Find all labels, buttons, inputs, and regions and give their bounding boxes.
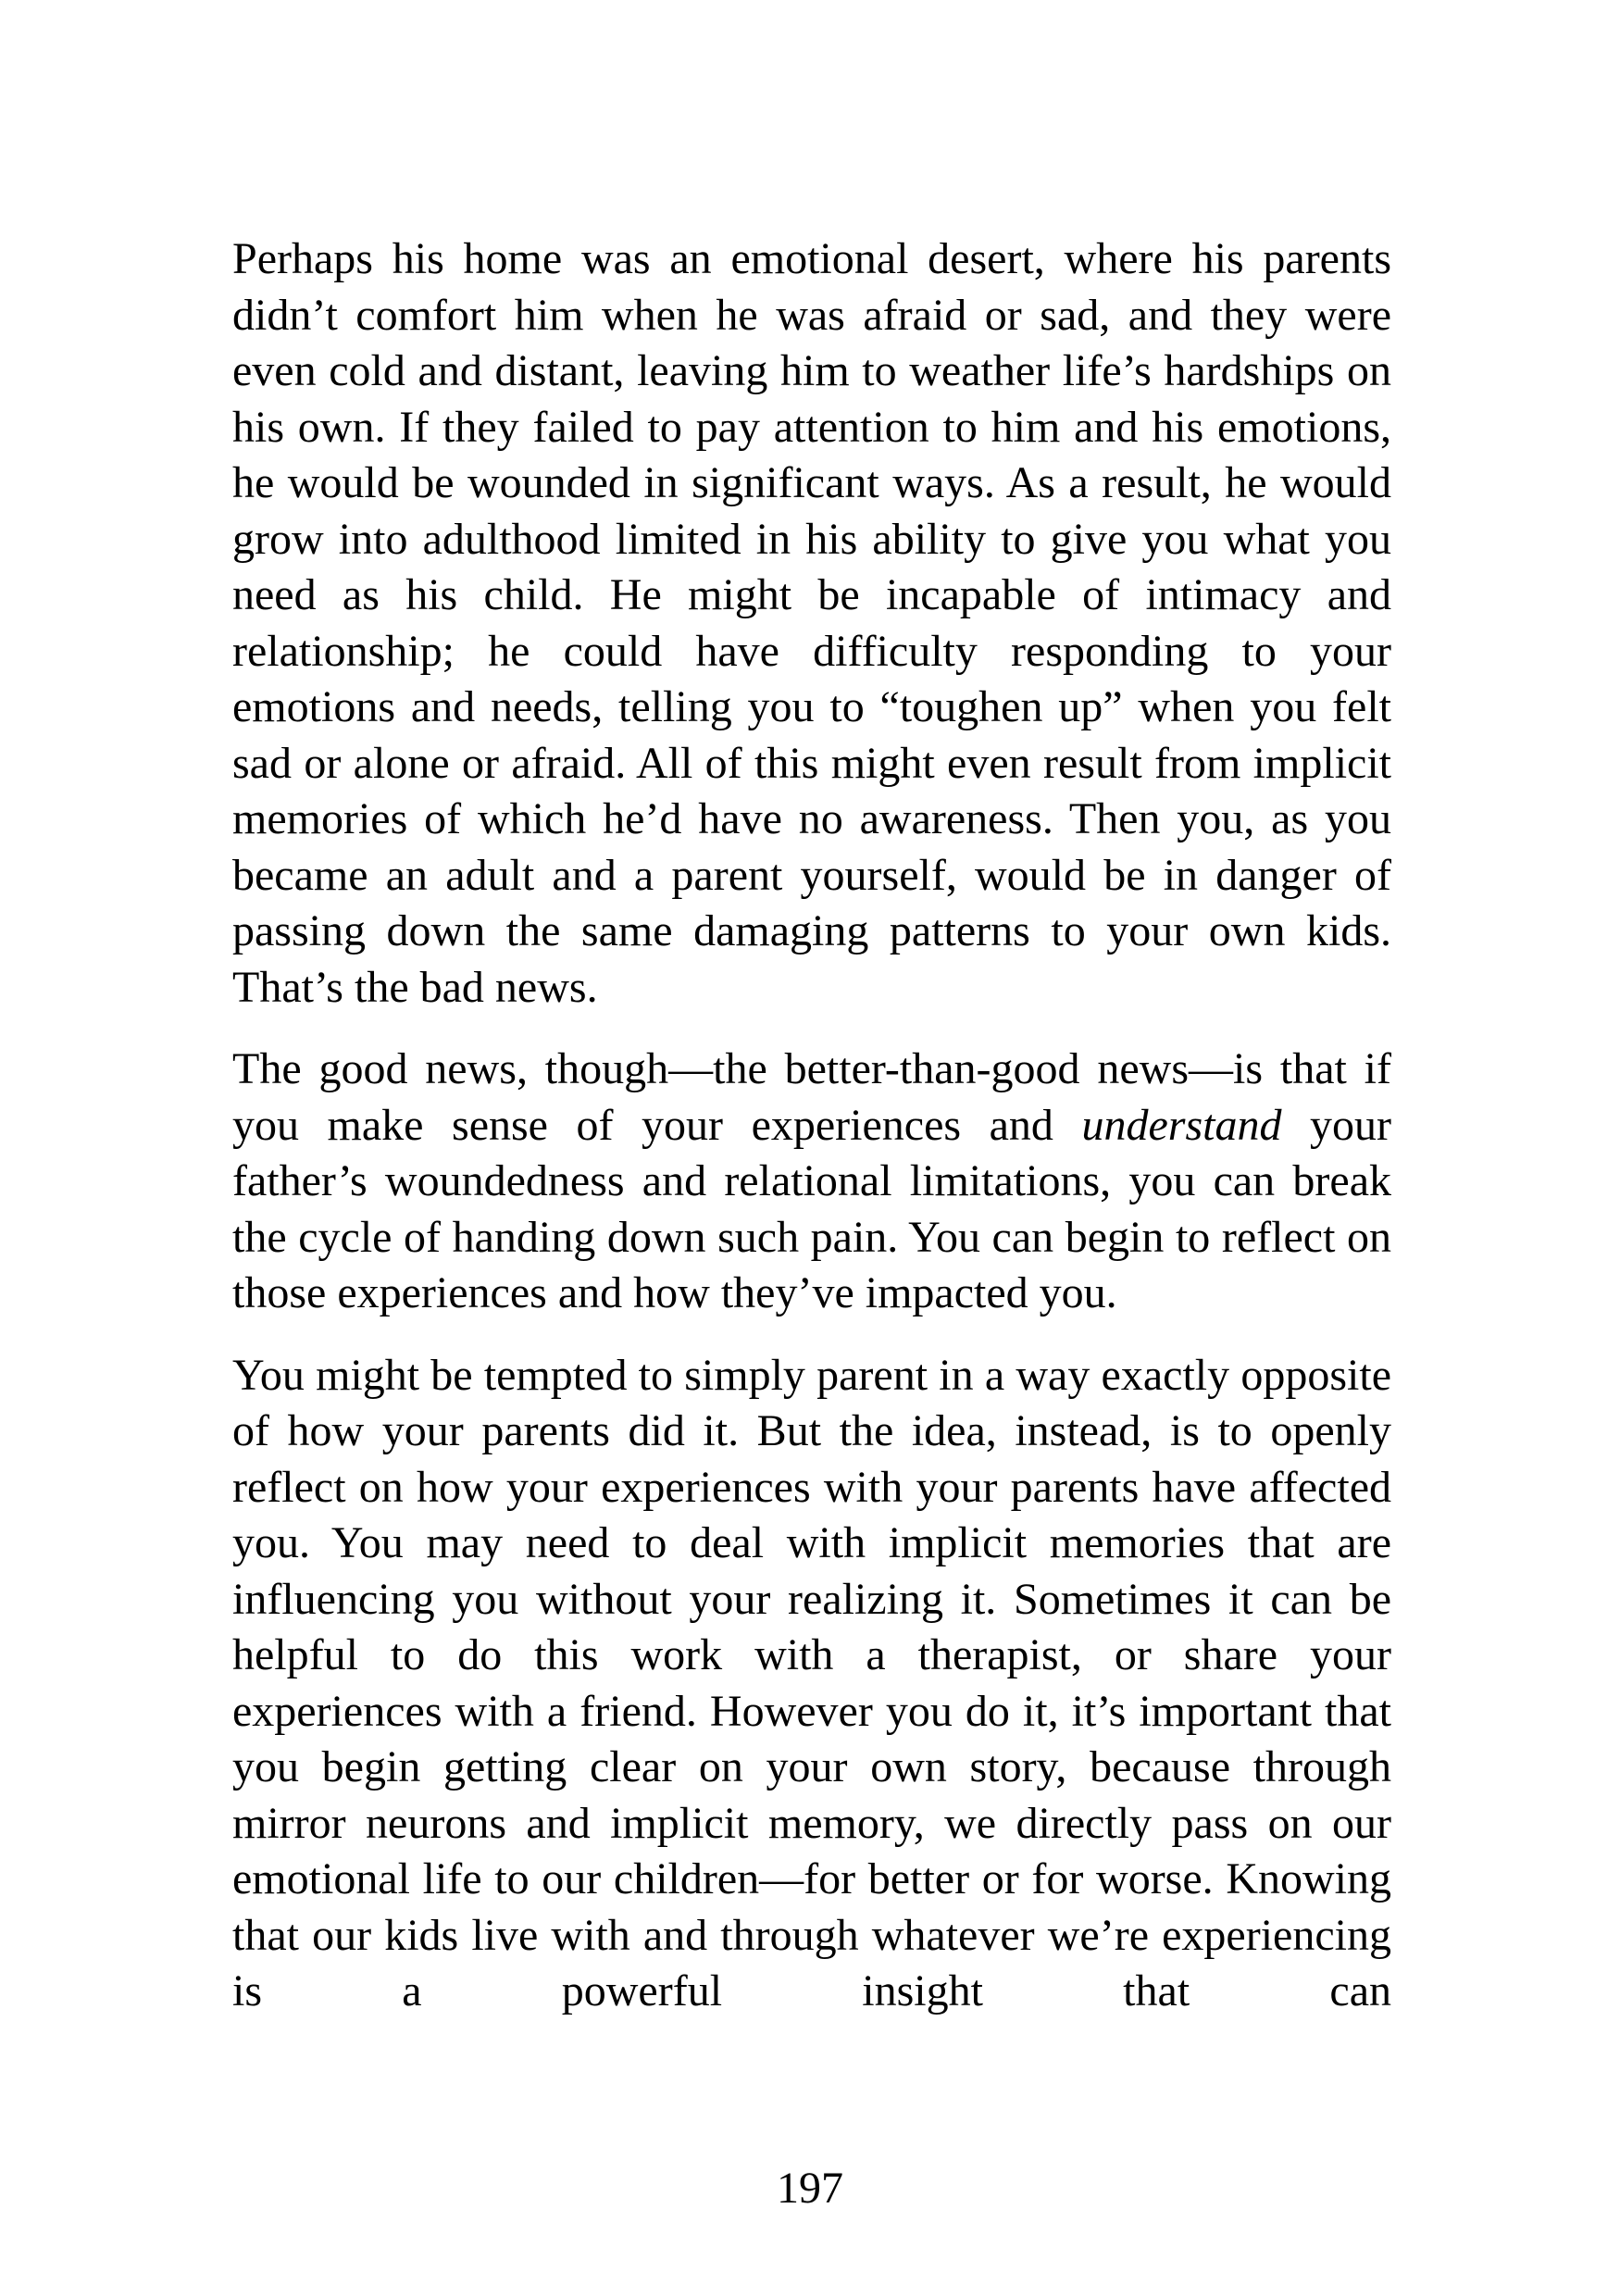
page-number: 197	[777, 2164, 843, 2213]
body-text	[232, 231, 1391, 2020]
paragraph-2	[232, 1042, 1391, 1322]
paragraph-2-start: The good news, though—the better-than-good news—is that if you make sense of your experiences and	[232, 1044, 1391, 1150]
emphasis-understand: understand	[1081, 1100, 1282, 1150]
paragraph-2-end: your father’s woundedness and relational limitations, you can break the cycle of handing down such pain. You can begin to reflect on those experiences and how they’ve impacted you.	[232, 1100, 1392, 1317]
paragraph-3: You might be tempted to simply parent in a way exactly opposite of how your parents did it. But the idea, instead, is to openly reflect on how your experiences with your parents have affected you. You may need to deal with implicit memories that are influencing you without your realizing it. Sometimes it can be helpful to do this work with a therapist, or share your experiences with a friend. However you do it, it’s important that you begin getting clear on your own story, because through mirror neurons and implicit memory, we directly pass on our emotional life to our children—for better or for worse. Knowing that our kids live with and through whatever we’re experiencing is a powerful insight that can	[232, 1350, 1391, 2015]
paragraph-1: Perhaps his home was an emotional desert, where his parents didn’t comfort him when he was afraid or sad, and they were even cold and distant, leaving him to weather life’s hardships on his own. If they failed to pay attention to him and his emotions, he would be wounded in significant ways. As a result, he would grow into adulthood limited in his ability to give you what you need as his child. He might be incapable of intimacy and relationship; he could have difficulty responding to your emotions and needs, telling you to “toughen up” when you felt sad or alone or afraid. All of this might even result from implicit memories of which he’d have no awareness. Then you, as you became an adult and a parent yourself, would be in danger of passing down the same damaging patterns to your own kids. That’s the bad news.	[232, 234, 1391, 1012]
